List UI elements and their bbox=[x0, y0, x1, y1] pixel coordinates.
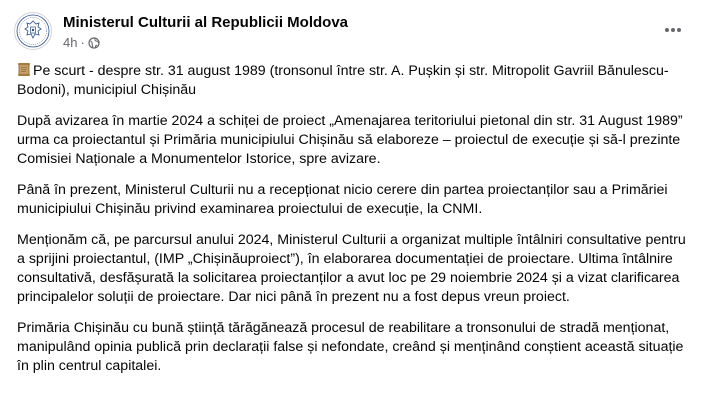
globe-icon[interactable] bbox=[88, 37, 100, 49]
post-header bbox=[14, 10, 687, 54]
more-options-button[interactable] bbox=[661, 18, 685, 42]
page-avatar[interactable] bbox=[14, 12, 52, 50]
post-paragraph bbox=[17, 62, 689, 100]
more-horizontal-icon bbox=[664, 27, 682, 33]
post-body bbox=[17, 62, 689, 388]
post-paragraph: Primăria Chișinău cu bună știință tărăgănează procesul de reabilitare a tronsonului de stradă menționat, manipulând opinia publică prin declarații false și nefondate, creând și menținând conștient această situație în plin centrul capitalei. bbox=[17, 320, 684, 374]
coat-of-arms-logo bbox=[15, 13, 51, 49]
post-paragraph: După avizarea în martie 2024 a schiței de proiect „Amenajarea teritoriului pietonal din str. 31 August 1989” urma ca proiectantul și Primăria municipiului Chișinău să elaboreze – proiectul de execuție și să-l prezinte Comisiei Naționale a Monumentelor Istorice, spre avizare. bbox=[17, 113, 683, 167]
post-paragraph: Până în prezent, Ministerul Culturii nu a recepționat nicio cerere din partea proiectanților sau a Primăriei municipiului Chișinău privind examinarea proiectului de execuție, la CNMI. bbox=[17, 182, 668, 217]
scroll-icon bbox=[17, 62, 31, 77]
paragraph-text: Pe scurt - despre str. 31 august 1989 (tronsonul între str. A. Pușkin și str. Mitropolit Gavriil Bănulescu-Bodoni), municipiul Chișinău bbox=[17, 63, 669, 98]
post-paragraph: Menționăm că, pe parcursul anului 2024, Ministerul Culturii a organizat multiple întâlniri consultative pentru a sprijini proiectantul, (IMP „Chișinăuproiect”), în elaborarea documentației de proiectare. Ultima întâlnire consultativă, desfășurată la solicitarea proiectanților a avut loc pe 29 noiembrie 2024 și a vizat clarificarea principalelor soluții de proiectare. Dar nici până în prezent nu a fost depus vreun proiect. bbox=[17, 232, 686, 305]
meta-separator: · bbox=[80, 35, 85, 50]
post-meta bbox=[63, 35, 100, 50]
page-name-link[interactable]: Ministerul Culturii al Republicii Moldova bbox=[63, 14, 349, 31]
post-timestamp[interactable]: 4h bbox=[63, 35, 78, 50]
